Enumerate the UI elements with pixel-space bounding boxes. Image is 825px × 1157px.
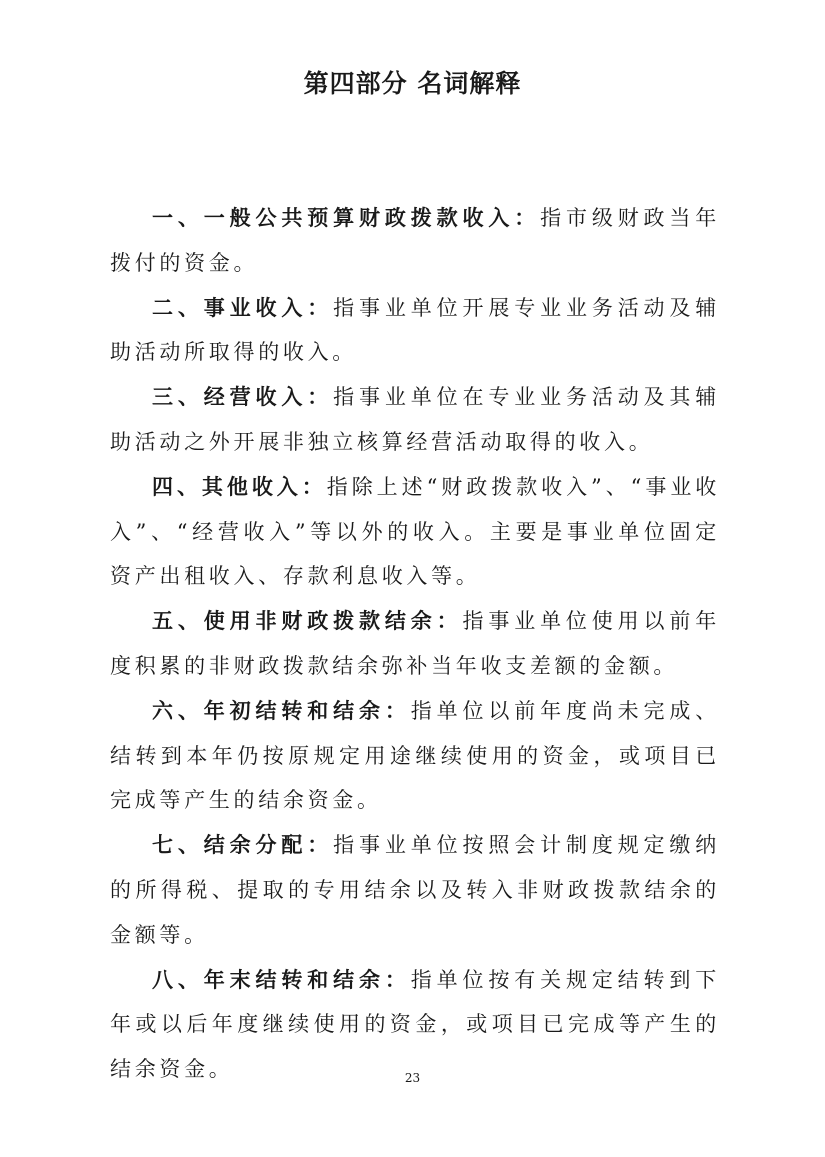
definition-term: 八、年末结转和结余： (152, 967, 411, 992)
page-number: 23 (404, 1071, 421, 1085)
definition-item (110, 689, 720, 823)
definition-term: 三、经营收入： (152, 385, 334, 410)
definition-item (110, 465, 720, 599)
definition-item (110, 599, 720, 689)
definition-item (110, 196, 720, 286)
definition-text: 指单位以前年度尚未完成、结转到本年仍按原规定用途继续使用的资金，或项目已完成等产生的结余资金。 (110, 698, 721, 813)
definition-term: 一、一般公共预算财政拨款收入： (152, 206, 541, 230)
definition-item (110, 286, 720, 376)
page-title: 第四部分 名词解释 (303, 69, 522, 98)
definition-item (110, 823, 720, 957)
definition-item (110, 375, 720, 465)
definition-term: 五、使用非财政拨款结余： (152, 609, 463, 634)
definition-term: 六、年初结转和结余： (152, 698, 411, 723)
definition-text: 指事业单位在专业业务活动及其辅助活动之外开展非独立核算经营活动取得的收入。 (110, 385, 721, 454)
definition-text: 指单位按有关规定结转到下年或以后年度继续使用的资金，或项目已完成等产生的结余资金。 (110, 967, 721, 1082)
definition-term: 二、事业收入： (152, 295, 334, 320)
definition-text: 指市级财政当年拨付的资金。 (110, 206, 721, 275)
definition-text: 指事业单位开展专业业务活动及辅助活动所取得的收入。 (110, 295, 721, 365)
definitions-body (110, 196, 720, 1092)
definition-term: 四、其他收入： (152, 474, 327, 499)
definition-term: 七、结余分配： (152, 833, 334, 858)
definition-text: 指事业单位使用以前年度积累的非财政拨款结余弥补当年收支差额的金额。 (110, 609, 720, 678)
definition-text: 指事业单位按照会计制度规定缴纳的所得税、提取的专用结余以及转入非财政拨款结余的金额等。 (110, 833, 721, 947)
definition-text: 指除上述“财政拨款收入”、“事业收入”、“经营收入”等以外的收入。主要是事业单位固定资产出租收入、存款利息收入等。 (110, 474, 721, 589)
